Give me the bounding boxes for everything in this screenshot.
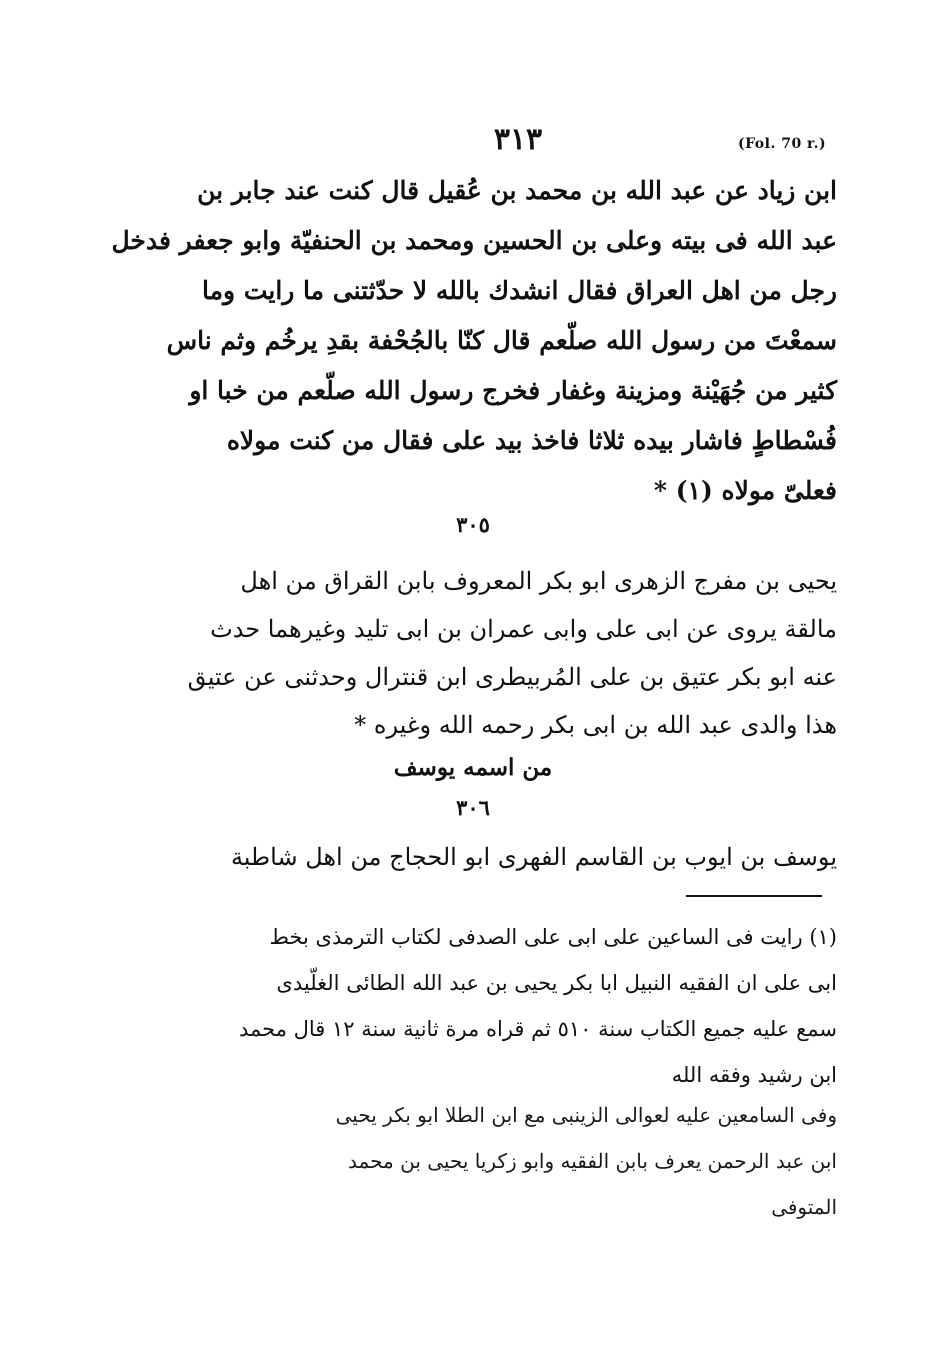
folio-reference: (Fol. 70 r.) <box>738 136 827 152</box>
footnote-2 <box>187 1092 837 1230</box>
footnote-line: ابى على ان الفقيه النبيل ابا بكر يحيى بن عبد الله الطائى الغلّيدى <box>276 971 837 995</box>
entry-306-text <box>187 833 837 881</box>
page-number: ٣١٣ <box>493 122 543 157</box>
entry-304-text <box>111 166 837 516</box>
entry-number-306: ٣٠٦ <box>456 795 490 820</box>
text-line: يحيى بن مفرج الزهرى ابو بكر المعروف بابن القراق من اهل <box>240 567 837 595</box>
footnote-line: سمع عليه جميع الكتاب سنة ٥١٠ ثم قراه مرة ثانية سنة ١٢ قال محمد <box>238 1017 837 1041</box>
text-line: فعلىّ مولاه (١) * <box>653 476 837 505</box>
text-line: عنه ابو بكر عتيق بن على المُربيطرى ابن قنترال وحدثنى عن عتيق <box>187 663 837 691</box>
text-line: مالقة يروى عن ابى على وابى عمران بن ابى تليد وغيرهما حدث <box>210 615 837 643</box>
text-line: عبد الله فى بيته وعلى بن الحسين ومحمد بن الحنفيّة وابو جعفر فدخل <box>111 226 837 255</box>
footnote-1 <box>187 914 837 1098</box>
text-line: هذا والدى عبد الله بن ابى بكر رحمه الله وغيره * <box>354 711 837 739</box>
footnote-separator <box>686 895 822 897</box>
footnote-line: ابن رشيد وفقه الله <box>671 1063 837 1087</box>
text-line: رجل من اهل العراق فقال انشدك بالله لا حدّثتنى ما رايت وما <box>202 276 837 305</box>
footnote-line: (١) رايت فى الساعين على ابى على الصدفى لكتاب الترمذى بخط <box>269 925 837 949</box>
entry-number-305: ٣٠٥ <box>456 512 490 537</box>
text-line: كثير من جُهَيْنة ومزينة وغفار فخرج رسول الله صلّعم من خبا او <box>189 376 837 405</box>
entry-305-text <box>187 557 837 749</box>
section-heading: من اسمه يوسف <box>393 754 553 781</box>
footnote-line: وفى السامعين عليه لعوالى الزينبى مع ابن الطلا ابو بكر يحيى <box>335 1103 837 1127</box>
footnote-line: ابن عبد الرحمن يعرف بابن الفقيه وابو زكريا يحيى بن محمد <box>348 1149 837 1173</box>
text-line: ابن زياد عن عبد الله بن محمد بن عُقيل قال كنت عند جابر بن <box>197 176 837 205</box>
text-line: سمعْتَ من رسول الله صلّعم قال كنّا بالجُحْفة بقدِ يرخُم وثم ناس <box>166 326 837 355</box>
text-line: يوسف بن ايوب بن القاسم الفهرى ابو الحجاج من اهل شاطبة <box>230 843 837 871</box>
footnote-line: المتوفى <box>771 1195 837 1219</box>
text-line: فُسْطاطٍ فاشار بيده ثلاثا فاخذ بيد على فقال من كنت مولاه <box>226 426 837 455</box>
